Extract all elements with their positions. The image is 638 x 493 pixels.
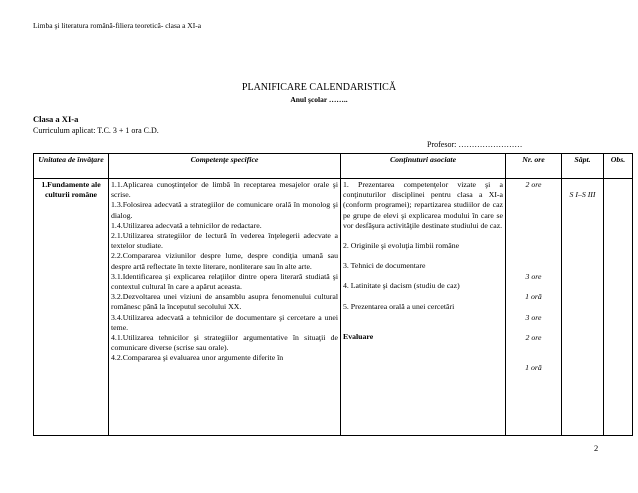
table-header-row <box>34 154 633 179</box>
school-year: Anul şcolar …….. <box>290 95 348 104</box>
hours-item: 3 ore <box>525 312 542 322</box>
hours-item: 1 oră <box>525 363 542 373</box>
page-header: Limba şi literatura română-filiera teoretică- clasa a XI-a <box>33 21 202 30</box>
hours-item: 1 oră <box>525 292 542 302</box>
content-item: 2. Originile şi evoluţia limbii române <box>343 241 460 251</box>
competence-item: 2.1.Utilizarea strategiilor de lectură în vederea înţelegerii adecvate a textelor studiate. <box>111 231 338 251</box>
table-row <box>34 179 633 436</box>
content-item-evaluation: Evaluare <box>343 331 374 341</box>
competence-item: 1.3.Folosirea adecvată a strategiilor de comunicare orală în monolog şi dialog. <box>111 200 338 220</box>
page-number: 2 <box>594 443 599 453</box>
content-item: 3. Tehnici de documentare <box>343 261 426 271</box>
hours-item: 3 ore <box>525 272 542 282</box>
competence-item: 2.2.Compararea viziunilor despre lume, despre condiţia umană sau despre artă reflectate în texte literare, nonliterare sau în alte arte. <box>111 251 338 271</box>
content-item: 5. Prezentarea orală a unei cercetări <box>343 301 455 311</box>
unit-cell: 1.Fundamente ale culturii române <box>34 179 109 436</box>
planning-table <box>33 153 633 436</box>
col-header-week: Săpt. <box>562 154 604 179</box>
col-header-hours: Nr. ore <box>506 154 562 179</box>
col-header-contents: Conţinuturi asociate <box>341 154 506 179</box>
content-item: 4. Latinitate şi dacism (studiu de caz) <box>343 281 460 291</box>
content-item: 1. Prezentarea competenţelor vizate şi a conţinuturilor disciplinei pentru clasa a XI-a (conform programei); repartizarea studiilor de caz pe grupe de elevi şi explicarea modului în care se vor desfăşura activităţile destinate studiului de caz. <box>343 180 503 230</box>
class-label: Clasa a XI-a <box>33 114 79 124</box>
competence-item: 1.4.Utilizarea adecvată a tehnicilor de redactare. <box>111 220 262 230</box>
competences-cell <box>109 179 341 436</box>
curriculum-label: Curriculum aplicat: T.C. 3 + 1 ora C.D. <box>33 126 159 135</box>
hours-item: 2 ore <box>525 332 542 342</box>
col-header-competences: Competenţe specifice <box>109 154 341 179</box>
col-header-obs: Obs. <box>604 154 633 179</box>
week-range: S I–S III <box>569 190 596 199</box>
competence-item: 3.2.Dezvoltarea unei viziuni de ansamblu asupra fenomenului cultural românesc până la începutul secolului XX. <box>111 292 338 312</box>
col-header-unit: Unitatea de învăţare <box>34 154 109 179</box>
competence-item: 4.2.Compararea şi evaluarea unor argumente diferite în <box>111 353 284 363</box>
competence-item: 1.1.Aplicarea cunoştinţelor de limbă în receptarea mesajelor orale şi scrise. <box>111 180 338 200</box>
hours-item: 2 ore <box>525 180 542 189</box>
competence-item: 3.4.Utilizarea adecvată a tehnicilor de documentare şi cercetare a unei teme. <box>111 312 338 332</box>
hours-cell <box>506 179 562 436</box>
week-cell <box>562 179 604 436</box>
obs-cell <box>604 179 633 436</box>
document-title: PLANIFICARE CALENDARISTICĂ <box>241 82 397 93</box>
competence-item: 4.1.Utilizarea tehnicilor şi strategiilor argumentative în situaţii de comunicare diverse (scrise sau orale). <box>111 333 338 353</box>
teacher-label: Profesor: …………………… <box>427 140 523 149</box>
competence-item: 3.1.Identificarea şi explicarea relaţiilor dintre opera literară studiată şi contextul cultural în care a apărut aceasta. <box>111 271 338 292</box>
contents-cell <box>341 179 506 436</box>
